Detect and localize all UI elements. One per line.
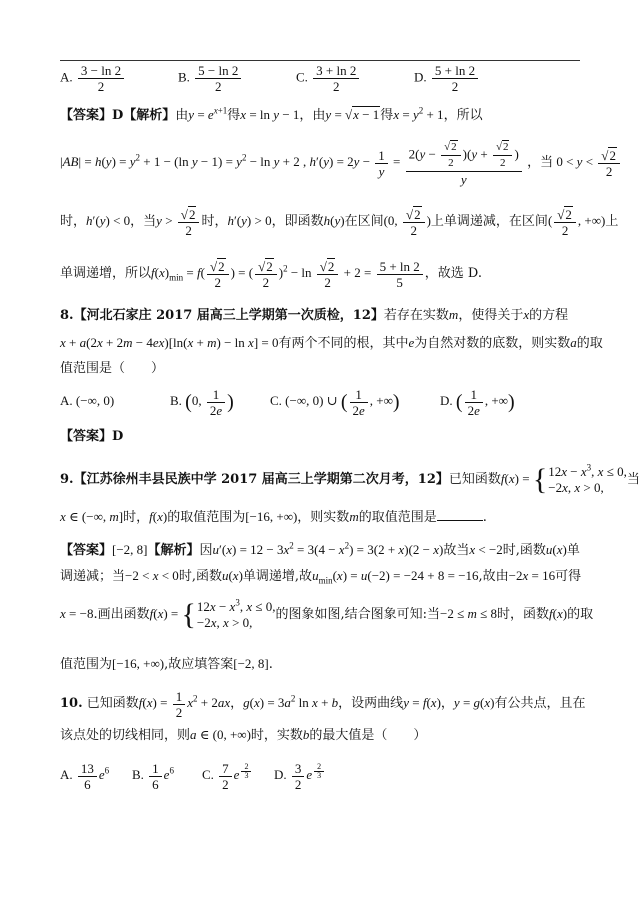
q9-solution-line-4: 值范围为[−16, +∞),故应填答案[−2, 8]. (60, 656, 273, 672)
q10-stem-line-2: 该点处的切线相同，则a ∈ (0, +∞)时，实数b的最大值是（ ） (60, 727, 427, 743)
q9-solution-line-2: 调递减；当−2 < x < 0时,函数u(x)单调递增,故$u_{min}(x) = u(-2) = -24 + 8 = -16$,故由−2x = 16可得 (60, 568, 582, 586)
q8-option-c: C. (−∞, 0) ∪ ( $\frac{1}{2e}$ , +∞) (270, 386, 400, 418)
q8-stem-line-3: 值范围是（ ） (60, 361, 165, 376)
q8-options (60, 386, 582, 418)
q10-option-a: A. $\frac{13}{6}$ $e^6$ (60, 760, 110, 792)
q9-stem-line-2: x ∈ (−∞, m]时，f(x)的取值范围为[−16, +∞)，则实数m的取值范围是 . (60, 509, 487, 525)
q10-option-d: D. $\frac{3}{2}$ e $^{\frac{2}{3}}$ (274, 758, 326, 792)
top-rule (60, 60, 580, 61)
q8-answer: 【答案】D (60, 429, 124, 444)
q7-solution-line-1: 【答案】D【解析】由$y = e^{x+1}$得x = ln y − 1，由y = √x − 1得$x = y^2 + 1$，所以 (60, 105, 483, 123)
q7-option-d: D. $\frac{5 + \ln 2}{2}$ (414, 63, 480, 94)
q7-option-c: C. $\frac{3 + \ln 2}{2}$ (296, 63, 414, 94)
q10-stem-line-1: 10. 已知函数f(x) = $\frac{1}{2}$ $x^2 + 2ax$，$g(x) = 3a^2$ ln x + b，设两曲线y = f(x)，y = g(x)有公共点，且在 (60, 688, 586, 720)
q7-options (60, 63, 582, 94)
q8-stem-line-1: 8.【河北石家庄 2017 届高三上学期第一次质检，12】若存在实数m，使得关于x的方程 (60, 307, 569, 323)
q8-option-d: D. ( $\frac{1}{2e}$ , +∞) (440, 386, 515, 418)
q7-solution-line-3: 时，h′(y) < 0，当y > $\frac{√2}{2}$ 时，h′(y) > 0，即函数h(y)在区间(0, $\frac{√2}{2}$ )上单调递减，在区间( $\frac{√2}{2}$ , +∞)上 (60, 206, 619, 238)
q9-solution-line-3: x = −8.画出函数$f(x) = \{12x - x^3$, x ≤ 0, −2x, x > 0,的图象如图,结合图象可知:当−2 ≤ m ≤ 8时，函数f(x)的取 (60, 597, 594, 632)
q7-option-b: B. $\frac{5 - \ln 2}{2}$ (178, 63, 296, 94)
q8-option-b: B. (0, $\frac{1}{2e}$ ) (170, 386, 234, 418)
q7-solution-line-2: $|AB| = h(y) = y^2 + 1 - (\ln$ $y - 1) = y^2 - \ln y + 2$ , h′(y) = 2y − $\frac{1}{y}$ = 2(y − $\frac{√2}{2}$ )(y + $\frac{√2}{2}$ ) y ，当 0 < y < $\frac{√2}{2}$ (60, 140, 582, 187)
q7-solution-line-4: 单调递增，所以$f(x)_{min} = f$( $\frac{√2}{2}$ ) = ( $\frac{√2}{2}$ )$^2$ − ln $\frac{√2}{2}$ + 2 = $\frac{5 + \ln 2}{5}$ ，故选 D. (60, 258, 483, 290)
q9-answer-blank (437, 508, 483, 521)
q10-option-b: B. $\frac{1}{6}$ $e^6$ (132, 760, 174, 792)
q10-options (60, 758, 582, 792)
q9-stem-line-1: 9.【江苏徐州丰县民族中学 2017 届高三上学期第二次月考，12】已知函数$f(x) = \{12x - x^3$, x ≤ 0, −2x, x > 0,当 (60, 462, 640, 497)
q9-solution-line-1: 【答案】[−2, 8]【解析】因$u'(x) = 12 - 3x^2 = 3(4 - x^2) = 3(2 + x)(2 - x)$故当x < −2时,函数u(x)单 (60, 540, 580, 558)
q10-option-c: C. $\frac{7}{2}$ e $^{\frac{2}{3}}$ (202, 758, 274, 792)
q8-option-a: A. (−∞, 0) (60, 393, 115, 408)
q8-stem-line-2: x + a(2x + 2m − 4ex)[ln(x + m) − ln x] = 0有两个不同的根，其中e为自然对数的底数，则实数a的取 (60, 335, 603, 351)
q7-option-a: A. $\frac{3 - \ln 2}{2}$ (60, 63, 178, 94)
